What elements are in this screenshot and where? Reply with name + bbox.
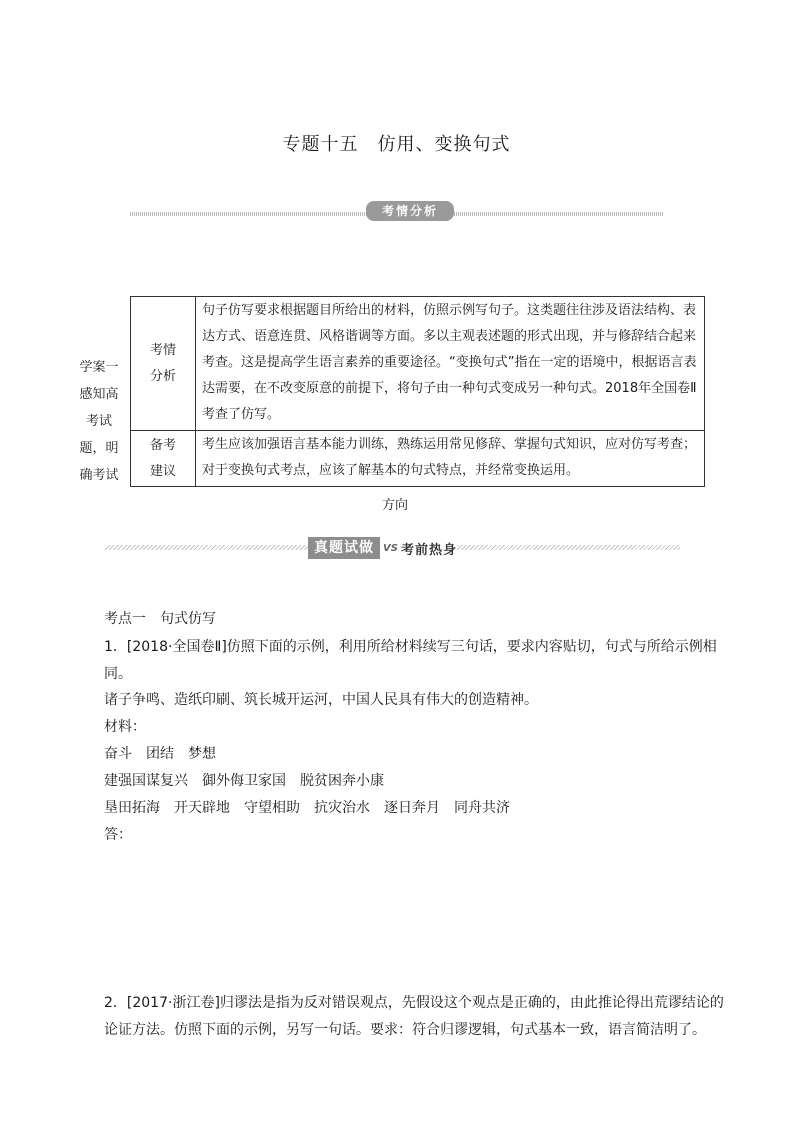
table-row (131, 431, 705, 487)
practice-badge (308, 537, 457, 559)
page-title: 专题十五 仿用、变换句式 (282, 134, 511, 155)
table-row-label (131, 297, 196, 431)
materials-line: 奋斗 团结 梦想 (104, 746, 216, 762)
side-label-line-5: 确考试 (79, 468, 119, 483)
direction-text: 方向 (382, 498, 409, 513)
question-1: 1．[2018·全国卷Ⅱ]仿照下面的示例，利用所给材料续写三句话，要求内容贴切，句式与所给示例相同。 (104, 639, 717, 682)
materials-label: 材料： (104, 719, 146, 735)
side-label-line-2: 感知高 (79, 387, 119, 402)
exam-analysis-table (130, 296, 705, 487)
table-row (131, 297, 705, 431)
side-label-line-1: 学案一 (79, 360, 119, 375)
table-row-label (131, 431, 196, 487)
question-2: 2．[2017·浙江卷]归谬法是指为反对错误观点，先假设这个观点是正确的，由此推论得出荒谬结论的论证方法。仿照下面的示例，另写一句话。要求：符合归谬逻辑，句式基本一致，语言简洁明了。 (104, 995, 724, 1038)
side-label-line-4: 题，明 (79, 441, 119, 456)
table-label-line: 备考 (149, 437, 176, 453)
table-cell-analysis: 句子仿写要求根据题目所给出的材料，仿照示例写句子。这类题往往涉及语法结构、表达方式、语意连贯、风格谐调等方面。多以主观表述题的形式出现，并与修辞结合起来考查。这是提高学生语言素养的重要途径。“变换句式”指在一定的语境中，根据语言表达需要，在不改变原意的前提下，将句子由一种句式变成另一种句式。2018年全国卷Ⅱ考查了仿写。 (196, 297, 705, 431)
exam-analysis-badge: 考情分析 (366, 201, 454, 221)
side-label-line-3: 考试 (85, 414, 112, 429)
example-sentence: 诸子争鸣、造纸印刷、筑长城开运河，中国人民具有伟大的创造精神。 (104, 692, 538, 708)
practice-badge-vs: VS (383, 542, 398, 554)
section-heading: 考点一 句式仿写 (104, 611, 216, 627)
practice-badge-right: 考前热身 (400, 542, 457, 558)
answer-label: 答： (104, 827, 132, 843)
materials-line: 垦田拓海 开天辟地 守望相助 抗灾治水 逐日奔月 同舟共济 (104, 800, 510, 816)
table-label-line: 分析 (149, 368, 176, 384)
practice-badge-left: 真题试做 (308, 537, 380, 559)
table-label-line: 建议 (149, 463, 176, 479)
table-label-line: 考情 (149, 342, 176, 358)
materials-line: 建强国谋复兴 御外侮卫家国 脱贫困奔小康 (104, 773, 384, 789)
table-cell-advice: 考生应该加强语言基本能力训练，熟练运用常见修辞、掌握句式知识，应对仿写考查；对于变换句式考点，应该了解基本的句式特点，并经常变换运用。 (196, 431, 705, 487)
